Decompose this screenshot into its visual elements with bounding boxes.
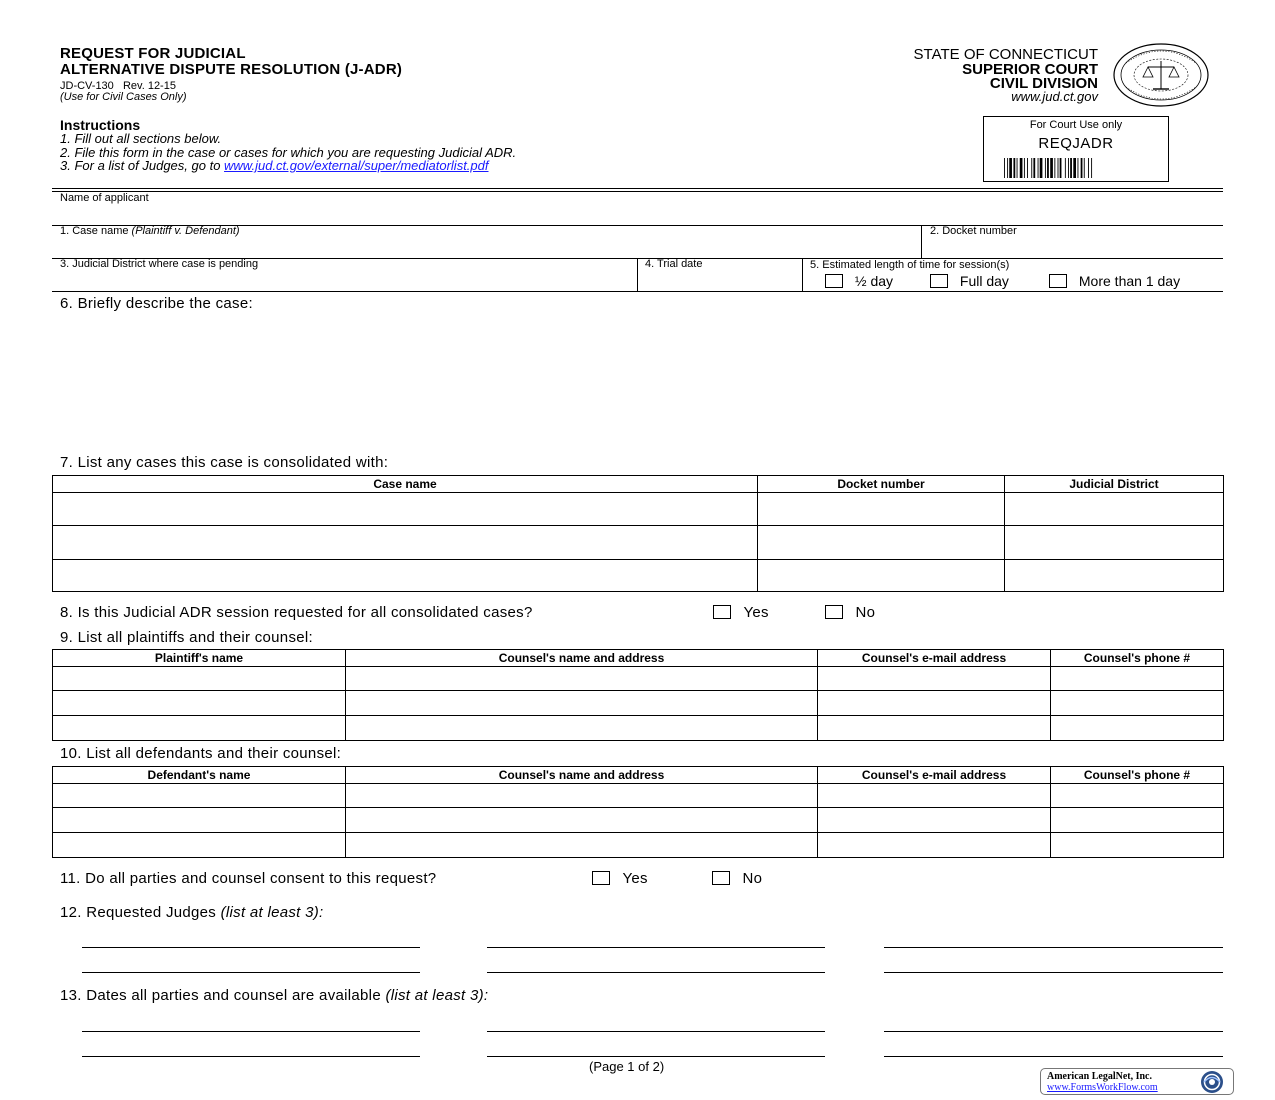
- table-cell[interactable]: [346, 784, 818, 808]
- table-cell[interactable]: [53, 716, 346, 741]
- q7-col-case-name: Case name: [53, 476, 758, 493]
- website: www.jud.ct.gov: [1011, 89, 1098, 104]
- state-seal-icon: [1112, 43, 1210, 107]
- judge-5-line[interactable]: [487, 972, 825, 973]
- q9-col-plaintiff: Plaintiff's name: [53, 650, 346, 667]
- table-cell[interactable]: [1005, 526, 1224, 560]
- trial-date-label: 4. Trial date: [645, 258, 703, 270]
- full-day-option: [930, 273, 1009, 289]
- form-title-line2: ALTERNATIVE DISPUTE RESOLUTION (J-ADR): [60, 61, 403, 78]
- table-row: [53, 691, 1224, 716]
- date-5-line[interactable]: [487, 1056, 825, 1057]
- table-cell[interactable]: [1051, 833, 1224, 858]
- consolidated-cases-table: [52, 475, 1224, 592]
- q11-no-label: No: [742, 870, 763, 887]
- case-name-hint: (Plaintiff v. Defendant): [131, 225, 240, 237]
- applicant-label: Name of applicant: [60, 192, 149, 204]
- table-cell[interactable]: [1051, 716, 1224, 741]
- half-day-label: ½ day: [854, 273, 894, 289]
- q10-col-phone: Counsel's phone #: [1051, 767, 1224, 784]
- table-row: [53, 784, 1224, 808]
- table-cell[interactable]: [818, 833, 1051, 858]
- date-1-line[interactable]: [82, 1031, 420, 1032]
- table-cell[interactable]: [53, 691, 346, 716]
- barcode-icon: [1004, 158, 1146, 178]
- table-cell[interactable]: [758, 560, 1005, 592]
- docket-number-input[interactable]: [922, 238, 1222, 257]
- court-use-code: REQJADR: [1038, 135, 1114, 152]
- judge-2-line[interactable]: [487, 947, 825, 948]
- session-length-label: 5. Estimated length of time for session(s): [810, 259, 1010, 271]
- judge-1-line[interactable]: [82, 947, 420, 948]
- case-description-input[interactable]: [60, 315, 1220, 450]
- table-cell[interactable]: [818, 808, 1051, 833]
- table-cell[interactable]: [346, 716, 818, 741]
- table-cell[interactable]: [53, 808, 346, 833]
- q8-no-option: [825, 604, 875, 621]
- q6-label: 6. Briefly describe the case:: [60, 295, 253, 312]
- defendants-table: [52, 766, 1224, 858]
- instruction-1: 1. Fill out all sections below.: [60, 131, 222, 146]
- publisher-name: American LegalNet, Inc.: [1047, 1071, 1152, 1082]
- session-length-options: [825, 273, 893, 289]
- q13-hint: (list at least 3):: [385, 987, 489, 1004]
- table-cell[interactable]: [346, 808, 818, 833]
- table-cell[interactable]: [1051, 691, 1224, 716]
- court-name: SUPERIOR COURT: [962, 61, 1098, 78]
- globe-icon: [1195, 1070, 1229, 1094]
- table-row: [53, 833, 1224, 858]
- more-than-day-label: More than 1 day: [1078, 273, 1181, 289]
- table-cell[interactable]: [53, 493, 758, 526]
- page-number: (Page 1 of 2): [589, 1059, 665, 1074]
- table-cell[interactable]: [1005, 560, 1224, 592]
- use-note: (Use for Civil Cases Only): [60, 91, 187, 103]
- q10-col-defendant: Defendant's name: [53, 767, 346, 784]
- q8-yes-option: [713, 604, 769, 621]
- table-row: [53, 560, 1224, 592]
- table-cell[interactable]: [1051, 784, 1224, 808]
- date-3-line[interactable]: [884, 1031, 1223, 1032]
- table-cell[interactable]: [818, 784, 1051, 808]
- instruction-2: 2. File this form in the case or cases for which you are requesting Judicial ADR.: [60, 145, 517, 160]
- table-row: [53, 667, 1224, 691]
- q9-label: 9. List all plaintiffs and their counsel:: [60, 629, 313, 646]
- q11-no-option: [712, 870, 762, 887]
- table-cell[interactable]: [1005, 493, 1224, 526]
- date-2-line[interactable]: [487, 1031, 825, 1032]
- instruction-3-text: 3. For a list of Judges, go to: [60, 158, 225, 173]
- table-row: [53, 526, 1224, 560]
- docket-number-label: 2. Docket number: [930, 225, 1017, 237]
- judge-4-line[interactable]: [82, 972, 420, 973]
- table-cell[interactable]: [758, 493, 1005, 526]
- q8-no-checkbox[interactable]: [825, 605, 843, 619]
- q9-col-counsel: Counsel's name and address: [346, 650, 818, 667]
- q7-label: 7. List any cases this case is consolidated with:: [60, 454, 389, 471]
- table-cell[interactable]: [818, 691, 1051, 716]
- table-cell[interactable]: [818, 716, 1051, 741]
- q11-yes-label: Yes: [622, 870, 648, 887]
- date-4-line[interactable]: [82, 1056, 420, 1057]
- q10-col-counsel: Counsel's name and address: [346, 767, 818, 784]
- q10-label: 10. List all defendants and their counsel:: [60, 745, 342, 762]
- table-cell[interactable]: [818, 667, 1051, 691]
- table-row: [53, 716, 1224, 741]
- q11-yes-option: [592, 870, 648, 887]
- judge-3-line[interactable]: [884, 947, 1223, 948]
- table-cell[interactable]: [53, 667, 346, 691]
- form-title-line1: REQUEST FOR JUDICIAL: [60, 45, 246, 62]
- form-number: JD-CV-130 Rev. 12-15: [60, 80, 176, 92]
- full-day-checkbox[interactable]: [930, 274, 948, 288]
- q9-col-phone: Counsel's phone #: [1051, 650, 1224, 667]
- q8-yes-checkbox[interactable]: [713, 605, 731, 619]
- trial-date-input[interactable]: [638, 271, 801, 290]
- instructions-heading: Instructions: [60, 117, 141, 133]
- instruction-3: [60, 158, 489, 173]
- half-day-checkbox[interactable]: [825, 274, 843, 288]
- table-cell[interactable]: [758, 526, 1005, 560]
- division-name: CIVIL DIVISION: [989, 75, 1098, 92]
- full-day-label: Full day: [959, 273, 1009, 289]
- more-than-day-option: [1049, 273, 1180, 289]
- table-cell[interactable]: [53, 560, 758, 592]
- table-row: [53, 808, 1224, 833]
- table-cell[interactable]: [53, 833, 346, 858]
- q11-yes-checkbox[interactable]: [592, 871, 610, 885]
- q12-label: [60, 904, 324, 921]
- q13-label-text: 13. Dates all parties and counsel are available: [60, 987, 386, 1004]
- q13-label: [60, 987, 488, 1004]
- more-than-day-checkbox[interactable]: [1049, 274, 1067, 288]
- publisher-url: www.FormsWorkFlow.com: [1047, 1082, 1158, 1093]
- court-use-label: For Court Use only: [1029, 119, 1123, 131]
- q7-col-docket: Docket number: [758, 476, 1005, 493]
- case-name-label-text: 1. Case name: [60, 225, 132, 237]
- state-name: STATE OF CONNECTICUT: [913, 46, 1098, 63]
- plaintiffs-table: [52, 649, 1224, 741]
- q8-label: 8. Is this Judicial ADR session requested for all consolidated cases?: [60, 604, 533, 621]
- table-cell[interactable]: [53, 784, 346, 808]
- q8-yes-label: Yes: [743, 604, 769, 621]
- table-cell[interactable]: [346, 833, 818, 858]
- table-cell[interactable]: [1051, 808, 1224, 833]
- table-cell[interactable]: [53, 526, 758, 560]
- case-name-label: [60, 225, 240, 237]
- q11-label: 11. Do all parties and counsel consent to this request?: [60, 870, 437, 887]
- judicial-district-input[interactable]: [52, 271, 636, 290]
- table-row: [53, 493, 1224, 526]
- judge-6-line[interactable]: [884, 972, 1223, 973]
- case-name-input[interactable]: [52, 238, 920, 257]
- q7-col-district: Judicial District: [1005, 476, 1224, 493]
- applicant-input[interactable]: [52, 204, 1223, 224]
- table-cell[interactable]: [1051, 667, 1224, 691]
- q8-no-label: No: [855, 604, 876, 621]
- publisher-badge[interactable]: [1040, 1068, 1234, 1095]
- judicial-district-label: 3. Judicial District where case is pending: [60, 258, 259, 270]
- q12-hint: (list at least 3):: [220, 904, 324, 921]
- q9-col-email: Counsel's e-mail address: [818, 650, 1051, 667]
- q12-label-text: 12. Requested Judges: [60, 904, 221, 921]
- table-cell[interactable]: [346, 667, 818, 691]
- q11-no-checkbox[interactable]: [712, 871, 730, 885]
- table-cell[interactable]: [346, 691, 818, 716]
- q10-col-email: Counsel's e-mail address: [818, 767, 1051, 784]
- mediator-list-link[interactable]: www.jud.ct.gov/external/super/mediatorlist.pdf: [224, 158, 489, 173]
- date-6-line[interactable]: [884, 1056, 1223, 1057]
